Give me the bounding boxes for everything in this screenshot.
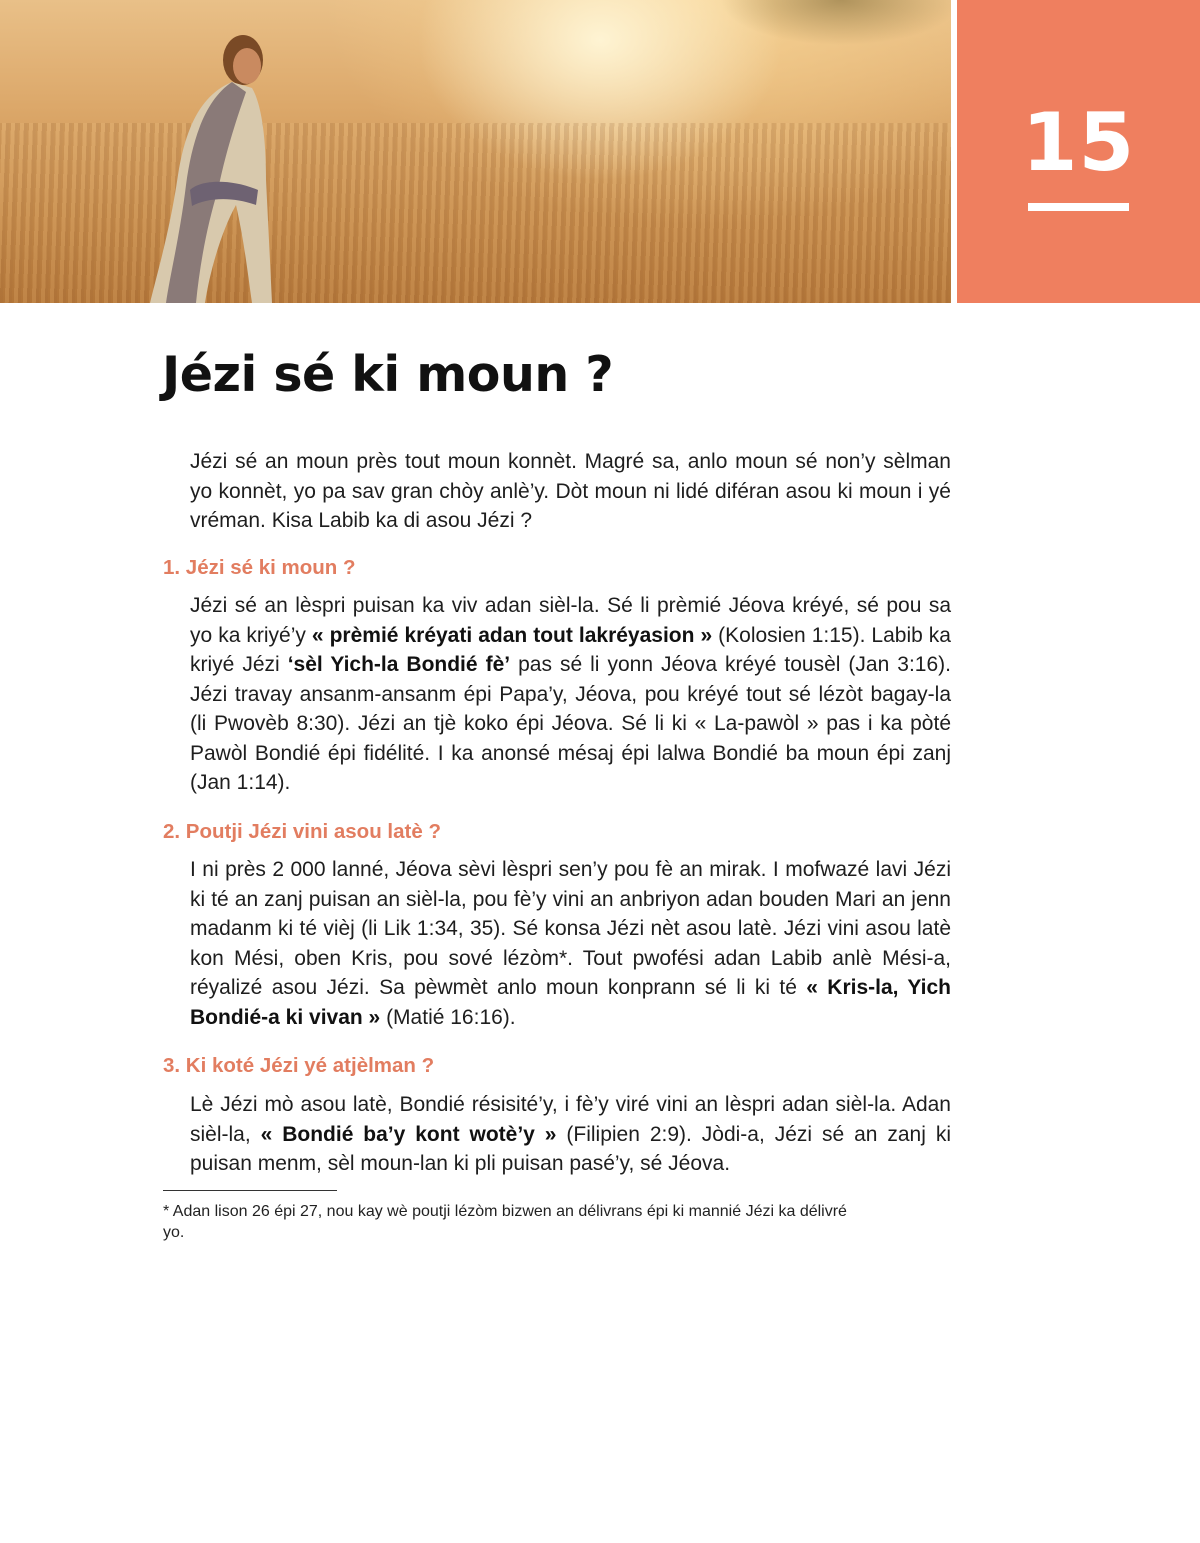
section-paragraph-2: I ni près 2 000 lanné, Jéova sèvi lèspri sen’y pou fè an mirak. I mofwazé lavi Jézi ki té an zanj puisan an sièl-la, pou fè’y vini an anbriyon adan bouden Mari an jenn madanm ki té vièj (li Lik 1:34, 35). Sé konsa Jézi nèt asou latè. Jézi vini asou latè kon Mési, oben Kris, pou sové lézòm*. Tout pwofési adan Labib anlè Mési-a, réyalizé asou Jézi. Sa pèwmèt anlo moun konprann sé li ki té « Kris-la, Yich Bondié-a ki vivan » (Matié 16:16). [190, 858, 951, 1029]
section-heading-1: 1. Jézi sé ki moun ? [163, 556, 356, 579]
chapter-number: 15 [1021, 96, 1136, 189]
hero-image [0, 0, 951, 303]
chapter-underline [1028, 203, 1129, 211]
section-heading-3: 3. Ki koté Jézi yé atjèlman ? [163, 1054, 435, 1077]
footnote-divider [163, 1190, 337, 1191]
walking-man-figure [0, 0, 951, 303]
footnote: * Adan lison 26 épi 27, nou kay wè poutji lézòm bizwen an délivrans épi ki mannié Jézi ka délivré yo. [163, 1203, 847, 1241]
section-paragraph-1: Jézi sé an lèspri puisan ka viv adan sièl-la. Sé li prèmié Jéova kréyé, sé pou sa yo ka kriyé’y « prèmié kréyati adan tout lakréyasion » (Kolosien 1:15). Labib ka kriyé Jézi ‘sèl Yich-la Bondié fè’ pas sé li yonn Jéova kréyé tousèl (Jan 3:16). Jézi travay ansanm-ansanm épi Papa’y, Jéova, pou kréyé tout sé lézòt bagay-la (li Pwovèb 8:30). Jézi an tjè koko épi Jéova. Sé li ki « La-pawòl » pas i ka pòté Pawòl Bondié épi fidélité. I ka anonsé mésaj épi lalwa Bondié ba moun épi zanj (Jan 1:14). [190, 594, 951, 794]
section-heading-2: 2. Poutji Jézi vini asou latè ? [163, 820, 441, 843]
intro-paragraph: Jézi sé an moun près tout moun konnèt. Magré sa, anlo moun sé non’y sèlman yo konnèt, yo pa sav gran chòy anlè’y. Dòt moun ni lidé diféran asou ki moun i yé vréman. Kisa Labib ka di asou Jézi ? [190, 450, 951, 532]
lesson-title: Jézi sé ki moun ? [162, 346, 614, 403]
chapter-badge [957, 0, 1200, 303]
section-paragraph-3: Lè Jézi mò asou latè, Bondié résisité’y, i fè’y viré vini an lèspri adan sièl-la. Adan sièl-la, « Bondié ba’y kont wotè’y » (Filipien 2:9). Jòdi-a, Jézi sé an zanj ki puisan menm, sèl moun-lan ki pli puisan pasé’y, sé Jéova. [190, 1093, 951, 1175]
